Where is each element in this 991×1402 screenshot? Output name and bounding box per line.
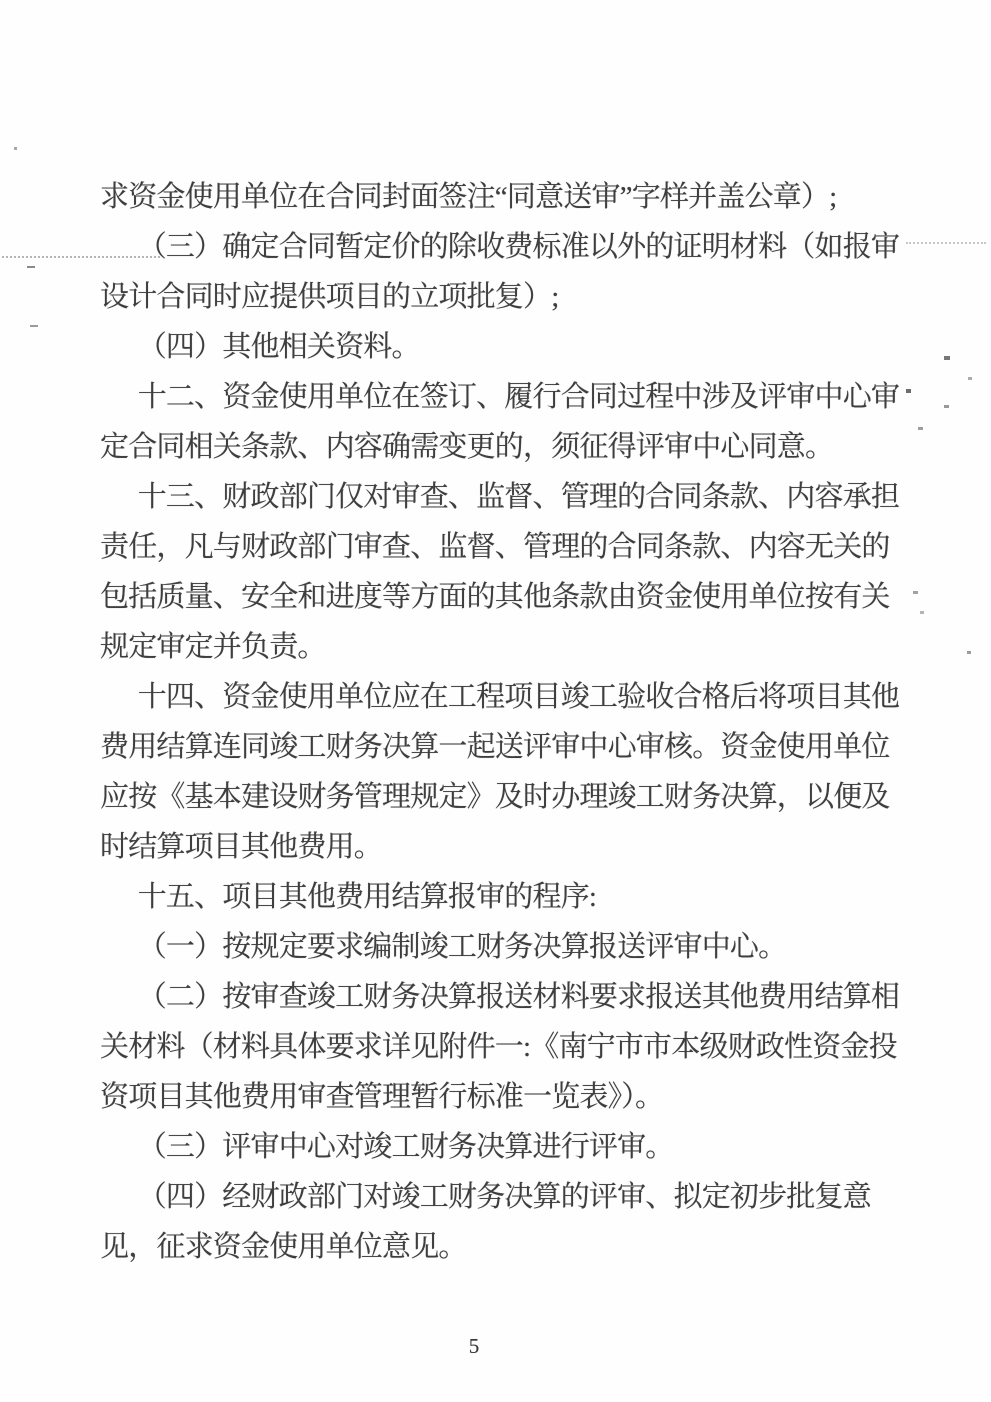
document-paragraph: 求资金使用单位在合同封面签注“同意送审”字样并盖公章）; xyxy=(100,181,837,213)
scan-artifact-dotted-line-right xyxy=(906,242,986,244)
scan-artifact-speck xyxy=(918,427,923,430)
document-paragraph: 十五、项目其他费用结算报审的程序: xyxy=(137,881,597,913)
scan-artifact-speck xyxy=(906,389,911,393)
scan-artifact-speck xyxy=(920,611,924,614)
scan-artifact-speck xyxy=(14,147,17,150)
page-number: 5 xyxy=(468,1334,480,1358)
document-paragraph: （三）确定合同暂定价的除收费标准以外的证明材料（如报审设计合同时应提供项目的立项批复）; xyxy=(100,231,900,313)
document-paragraph: 十三、财政部门仅对审查、监督、管理的合同条款、内容承担责任，凡与财政部门审查、监督、管理的合同条款、内容无关的包括质量、安全和进度等方面的其他条款由资金使用单位按有关规定审定并负责。 xyxy=(100,481,900,663)
document-body xyxy=(100,172,910,1272)
scan-artifact-speck xyxy=(30,325,38,327)
scan-artifact-speck xyxy=(968,377,972,380)
document-paragraph: （一）按规定要求编制竣工财务决算报送评审中心。 xyxy=(137,931,787,963)
document-paragraph: 十四、资金使用单位应在工程项目竣工验收合格后将项目其他费用结算连同竣工财务决算一起送评审中心审核。资金使用单位应按《基本建设财务管理规定》及时办理竣工财务决算，以便及时结算项目其他费用。 xyxy=(100,681,900,863)
scan-artifact-speck xyxy=(967,651,971,654)
document-paragraph: （三）评审中心对竣工财务决算进行评审。 xyxy=(137,1131,674,1163)
document-paragraph: 十二、资金使用单位在签订、履行合同过程中涉及评审中心审定合同相关条款、内容确需变更的，须征得评审中心同意。 xyxy=(100,381,900,463)
scan-artifact-speck xyxy=(944,405,949,408)
scan-artifact-dotted-line-left xyxy=(2,256,160,258)
document-paragraph: （二）按审查竣工财务决算报送材料要求报送其他费用结算相关材料（材料具体要求详见附件一:《南宁市市本级财政性资金投资项目其他费用审查管理暂行标准一览表》）。 xyxy=(100,981,900,1113)
scan-artifact-speck xyxy=(944,356,950,360)
scan-artifact-speck xyxy=(913,591,918,594)
scan-artifact-speck xyxy=(27,266,35,268)
document-paragraph: （四）经财政部门对竣工财务决算的评审、拟定初步批复意见，征求资金使用单位意见。 xyxy=(100,1181,871,1263)
document-paragraph: （四）其他相关资料。 xyxy=(137,331,420,363)
